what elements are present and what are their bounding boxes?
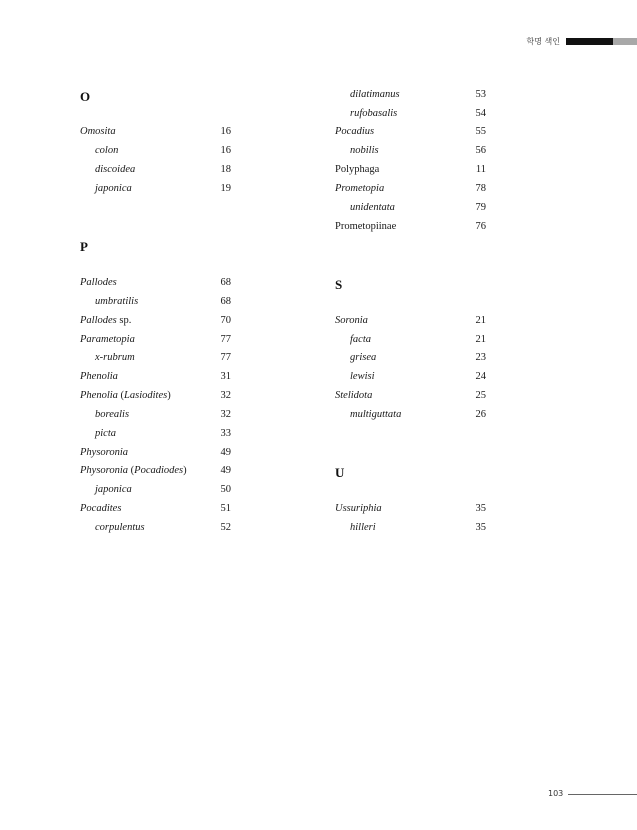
index-term [350, 521, 376, 534]
index-subentry [80, 483, 240, 502]
term-part: Parametopia [80, 334, 135, 345]
index-page-number: 35 [475, 522, 486, 533]
index-term [80, 464, 187, 477]
term-part: discoidea [95, 164, 136, 175]
index-term [335, 182, 384, 195]
term-part: lewisi [350, 371, 375, 382]
index-subentry [335, 521, 495, 540]
index-entry [80, 314, 240, 333]
term-part: Ussuriphia [335, 503, 382, 514]
index-term [80, 502, 121, 515]
index-term [350, 144, 379, 157]
index-term [80, 333, 135, 346]
index-section-letter: S [335, 277, 343, 292]
term-part: ) [183, 465, 187, 476]
index-page-number: 53 [475, 89, 486, 100]
index-page-number: 21 [475, 334, 486, 345]
index-page-number: 32 [220, 409, 231, 420]
term-part: ( [128, 465, 135, 476]
index-subentry [80, 351, 240, 370]
term-part: dilatimanus [350, 89, 400, 100]
index-subentry [80, 295, 240, 314]
term-part: Pocadiodes [134, 465, 184, 476]
term-part: x-rubrum [95, 352, 135, 363]
index-term [350, 107, 397, 120]
index-page-number: 52 [220, 522, 231, 533]
term-part: rufobasalis [350, 108, 398, 119]
index-page-number: 35 [475, 503, 486, 514]
index-section-letter: O [80, 89, 91, 104]
index-term [80, 370, 118, 383]
index-subentry [335, 144, 495, 163]
index-page-number: 55 [475, 126, 486, 137]
term-part: Pallodes [80, 277, 117, 288]
index-term [335, 125, 374, 138]
term-part: Prometopiinae [335, 221, 397, 232]
index-term [350, 88, 400, 101]
index-term [80, 276, 117, 289]
index-subentry [335, 201, 495, 220]
index-entry [335, 125, 495, 144]
term-part: unidentata [350, 202, 395, 213]
term-part: ) [167, 390, 171, 401]
term-part: Polyphaga [335, 164, 380, 175]
index-entry [335, 163, 495, 182]
index-term [335, 389, 372, 402]
term-part: Physoronia [80, 465, 129, 476]
term-part: Lasiodites [124, 390, 168, 401]
index-term [80, 314, 131, 327]
term-part: Pallodes [80, 315, 117, 326]
index-term [95, 144, 118, 157]
index-term [95, 351, 135, 364]
index-term [335, 314, 368, 327]
term-part: umbratilis [95, 296, 139, 307]
index-page-number: 32 [220, 390, 231, 401]
index-entry [80, 333, 240, 352]
index-entry [80, 446, 240, 465]
index-page-number: 49 [220, 447, 231, 458]
index-subentry [80, 144, 240, 163]
header-bar-dark [566, 38, 613, 45]
index-subentry [335, 408, 495, 427]
index-page-number: 16 [220, 126, 231, 137]
index-page-number: 26 [475, 409, 486, 420]
index-page-number: 31 [220, 371, 231, 382]
index-page-number: 11 [475, 164, 486, 175]
index-subentry [80, 182, 240, 201]
term-part: Physoronia [80, 447, 129, 458]
index-page-number: 16 [220, 145, 231, 156]
index-entry [335, 502, 495, 521]
term-part: grisea [350, 352, 377, 363]
term-part: ( [117, 390, 125, 401]
index-entry [335, 220, 495, 239]
index-term [95, 427, 116, 440]
index-term [350, 408, 401, 421]
index-term [80, 125, 116, 138]
index-term [350, 351, 376, 364]
index-entry [80, 370, 240, 389]
index-subentry [80, 521, 240, 540]
index-term [350, 201, 395, 214]
index-subentry [335, 351, 495, 370]
index-page-number: 33 [220, 428, 231, 439]
term-part: Stelidota [335, 390, 373, 401]
index-entry [80, 125, 240, 144]
term-part: japonica [95, 484, 132, 495]
index-page-number: 24 [475, 371, 486, 382]
index-page-number: 70 [220, 315, 231, 326]
term-part: Pocadites [80, 503, 122, 514]
term-part: multiguttata [350, 409, 402, 420]
index-page-number: 54 [475, 108, 486, 119]
index-term [95, 295, 138, 308]
term-part: Omosita [80, 126, 116, 137]
term-part: Phenolia [80, 390, 118, 401]
index-subentry [335, 333, 495, 352]
term-part: Phenolia [80, 371, 118, 382]
term-part: colon [95, 145, 119, 156]
page-number: 103 [548, 789, 564, 798]
index-subentry [80, 427, 240, 446]
index-page-number: 79 [475, 202, 486, 213]
index-page-number: 68 [220, 296, 231, 307]
term-part: hilleri [350, 522, 376, 533]
term-part: japonica [95, 183, 132, 194]
term-part: corpulentus [95, 522, 145, 533]
index-page-number: 76 [475, 221, 486, 232]
index-subentry [335, 88, 495, 107]
index-entry [80, 502, 240, 521]
index-subentry [335, 370, 495, 389]
term-part: Pocadius [335, 126, 375, 137]
index-entry [335, 314, 495, 333]
index-subentry [80, 408, 240, 427]
index-section-letter: P [80, 239, 88, 254]
term-part: nobilis [350, 145, 379, 156]
term-part: sp. [116, 315, 132, 326]
footer-rule [568, 794, 637, 795]
running-header: 학명 색인 [526, 37, 560, 46]
index-term [80, 446, 128, 459]
index-entry [335, 389, 495, 408]
index-page-number: 68 [220, 277, 231, 288]
term-part: Prometopia [335, 183, 385, 194]
index-page-number: 25 [475, 390, 486, 401]
index-page-number: 77 [220, 334, 231, 345]
index-page-number: 50 [220, 484, 231, 495]
index-term [95, 483, 132, 496]
index-term [95, 182, 132, 195]
index-section-letter: U [335, 465, 345, 480]
index-entry [335, 182, 495, 201]
index-term [335, 502, 382, 515]
index-page-number: 49 [220, 465, 231, 476]
index-page-number: 18 [220, 164, 231, 175]
index-entry [80, 389, 240, 408]
term-part: Soronia [335, 315, 368, 326]
index-term [95, 163, 135, 176]
index-term [335, 163, 379, 176]
index-page-number: 56 [475, 145, 486, 156]
index-page-number: 23 [475, 352, 486, 363]
index-page-number: 77 [220, 352, 231, 363]
term-part: facta [350, 334, 371, 345]
header-bar-light [613, 38, 637, 45]
index-term [95, 521, 145, 534]
index-page-number: 51 [220, 503, 231, 514]
index-page-number: 21 [475, 315, 486, 326]
index-page-number: 19 [220, 183, 231, 194]
term-part: borealis [95, 409, 130, 420]
index-term [335, 220, 396, 233]
index-entry [80, 276, 240, 295]
index-subentry [80, 163, 240, 182]
index-term [95, 408, 129, 421]
index-entry [80, 464, 240, 483]
index-subentry [335, 107, 495, 126]
index-term [80, 389, 171, 402]
index-page-number: 78 [475, 183, 486, 194]
term-part: picta [95, 428, 116, 439]
index-term [350, 370, 375, 383]
index-term [350, 333, 371, 346]
